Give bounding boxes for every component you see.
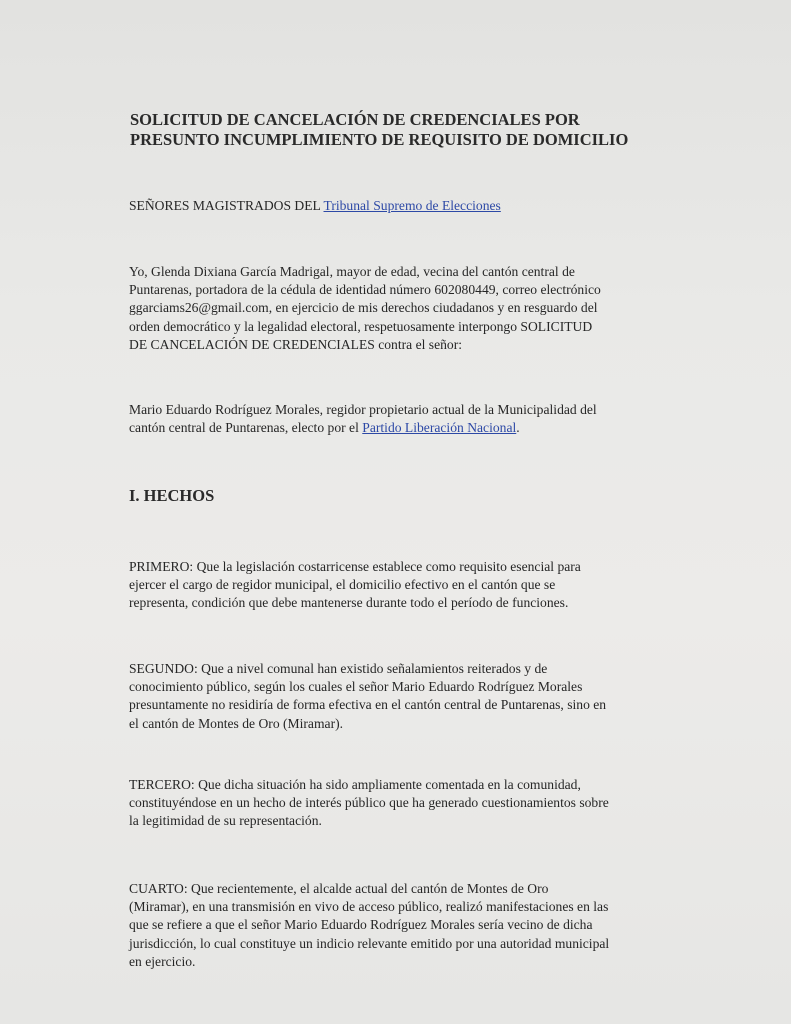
addressee-paragraph: [129, 197, 654, 215]
respondent-line-2-prefix: cantón central de Puntarenas, electo por el: [129, 420, 363, 436]
respondent-line-1: Mario Eduardo Rodríguez Morales, regidor propietario actual de la Municipalidad del: [129, 402, 597, 417]
fact-primero: [129, 558, 654, 613]
respondent-line-2-suffix: .: [516, 420, 520, 436]
fact-line: en ejercicio.: [129, 953, 196, 969]
document-title: [130, 110, 690, 150]
fact-line: PRIMERO: Que la legislación costarricense establece como requisito esencial para: [129, 559, 581, 574]
fact-line: jurisdicción, lo cual constituye un indicio relevante emitido por una autoridad municipal: [129, 935, 610, 951]
intro-line: DE CANCELACIÓN DE CREDENCIALES contra el señor:: [129, 336, 463, 352]
fact-line: TERCERO: Que dicha situación ha sido ampliamente comentada en la comunidad,: [129, 777, 581, 792]
respondent-line-2: [129, 419, 654, 437]
fact-segundo: [129, 660, 654, 733]
section-heading-hechos: I. HECHOS: [129, 486, 215, 505]
tse-link[interactable]: Tribunal Supremo de Elecciones: [323, 198, 501, 213]
intro-line: Puntarenas, portadora de la cédula de identidad número 602080449, correo electrónico: [129, 282, 601, 298]
fact-line: ejercer el cargo de regidor municipal, el domicilio efectivo en el cantón que se: [129, 577, 556, 593]
addressee-prefix: SEÑORES MAGISTRADOS DEL: [129, 198, 324, 213]
fact-line: constituyéndose en un hecho de interés público que ha generado cuestionamientos sobre: [129, 795, 609, 811]
intro-paragraph: [129, 263, 654, 354]
fact-line: que se refiere a que el señor Mario Eduardo Rodríguez Morales sería vecino de dicha: [129, 917, 593, 933]
fact-line: el cantón de Montes de Oro (Miramar).: [129, 715, 344, 731]
intro-line: orden democrático y la legalidad electoral, respetuosamente interpongo SOLICITUD: [129, 318, 593, 334]
fact-line: SEGUNDO: Que a nivel comunal han existido señalamientos reiterados y de: [129, 661, 548, 676]
pln-link[interactable]: Partido Liberación Nacional: [362, 420, 517, 436]
fact-line: la legitimidad de su representación.: [129, 813, 322, 829]
fact-cuarto: [129, 880, 654, 971]
fact-line: CUARTO: Que recientemente, el alcalde actual del cantón de Montes de Oro: [129, 881, 549, 896]
intro-line: Yo, Glenda Dixiana García Madrigal, mayor de edad, vecina del cantón central de: [129, 264, 575, 279]
respondent-paragraph: [129, 401, 654, 437]
title-line-1: SOLICITUD DE CANCELACIÓN DE CREDENCIALES POR: [130, 110, 580, 129]
fact-line: conocimiento público, según los cuales el señor Mario Eduardo Rodríguez Morales: [129, 679, 583, 695]
fact-line: presuntamente no residiría de forma efectiva en el cantón central de Puntarenas, sino en: [129, 697, 607, 713]
fact-tercero: [129, 776, 654, 831]
fact-line: (Miramar), en una transmisión en vivo de acceso público, realizó manifestaciones en las: [129, 899, 609, 915]
fact-line: representa, condición que debe mantenerse durante todo el período de funciones.: [129, 595, 569, 611]
title-line-2: PRESUNTO INCUMPLIMIENTO DE REQUISITO DE DOMICILIO: [130, 130, 629, 149]
intro-line: ggarciams26@gmail.com, en ejercicio de mis derechos ciudadanos y en resguardo del: [129, 300, 598, 316]
